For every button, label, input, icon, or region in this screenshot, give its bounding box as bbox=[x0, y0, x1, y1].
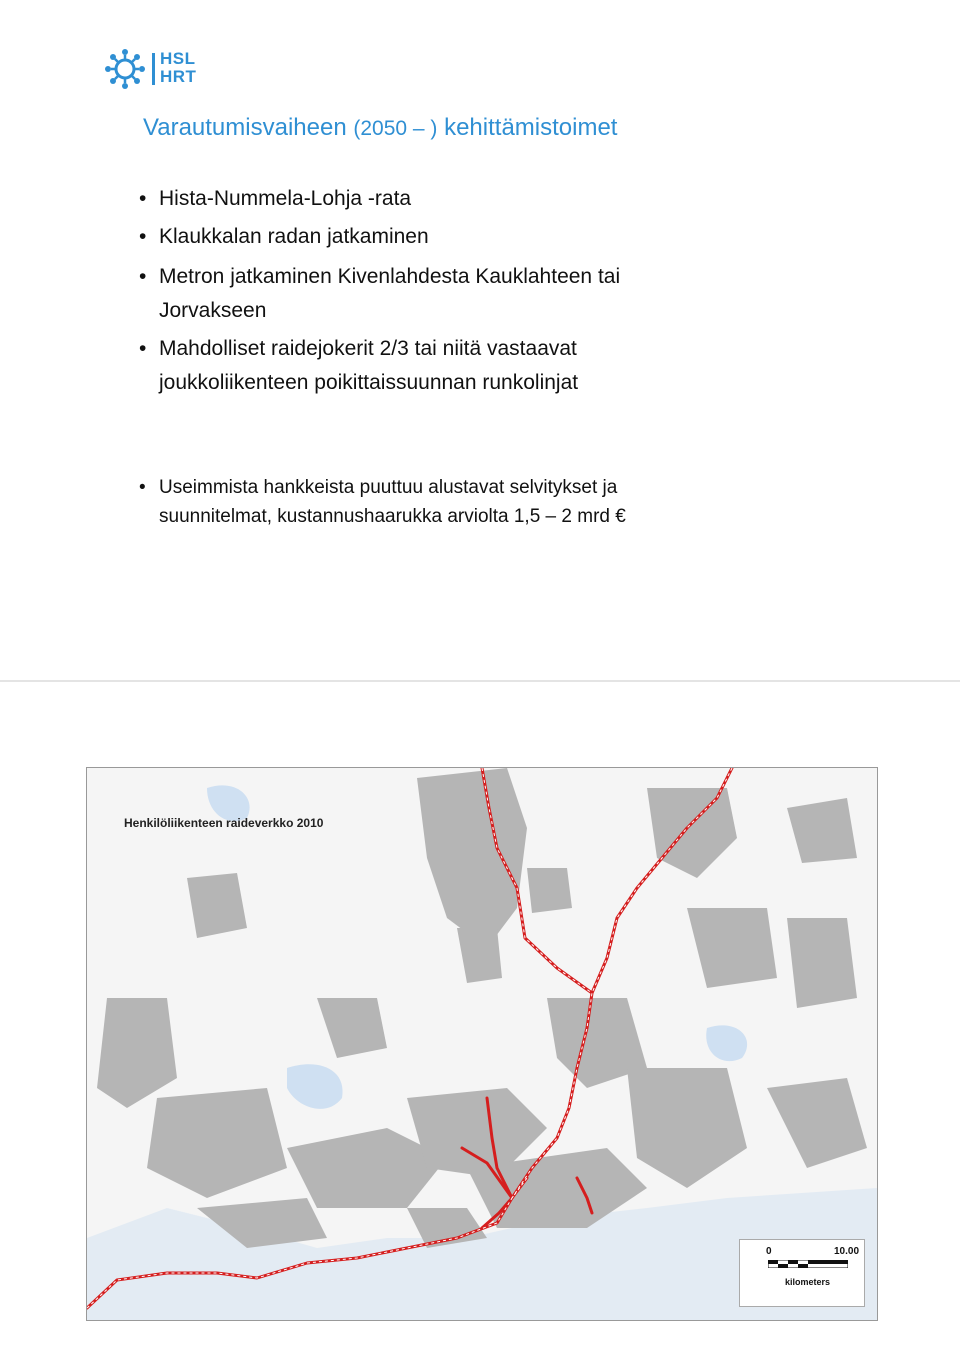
map-canvas bbox=[87, 768, 877, 1320]
scale-ruler-icon bbox=[768, 1260, 848, 1268]
hsl-logo bbox=[104, 48, 204, 94]
logo-divider bbox=[152, 53, 155, 85]
bullet-dot: • bbox=[139, 337, 147, 360]
title-rest: kehittämistoimet bbox=[444, 114, 618, 141]
slide-2 bbox=[0, 683, 960, 1367]
title-main: Varautumisvaiheen bbox=[143, 114, 347, 141]
note-text: Useimmista hankkeista puuttuu alustavat selvitykset ja bbox=[159, 477, 618, 498]
logo-line-1: HSL bbox=[160, 49, 196, 68]
bullet-dot: • bbox=[139, 225, 147, 248]
hsl-sun-icon bbox=[104, 48, 146, 90]
bullet-text: Klaukkalan radan jatkaminen bbox=[159, 225, 429, 248]
scale-unit-label: kilometers bbox=[785, 1277, 831, 1287]
bullet-text: Mahdolliset raidejokerit 2/3 tai niitä vastaavat bbox=[159, 337, 577, 360]
urban-areas bbox=[97, 768, 867, 1248]
bullet-text: Hista-Nummela-Lohja -rata bbox=[159, 187, 412, 210]
bullet-text: Metron jatkaminen Kivenlahdesta Kauklahteen tai bbox=[159, 265, 621, 288]
scale-max-label: 10.00 bbox=[834, 1246, 860, 1257]
title-period: (2050 – ) bbox=[353, 117, 438, 140]
logo-wordmark bbox=[160, 50, 196, 86]
bullet-dot: • bbox=[139, 265, 147, 288]
scale-zero-label: 0 bbox=[766, 1246, 772, 1257]
bullet-text-continued: Jorvakseen bbox=[159, 299, 267, 322]
map-title: Henkilöliikenteen raideverkko 2010 bbox=[124, 816, 324, 830]
note-text-continued: suunnitelmat, kustannushaarukka arviolta 1,5 – 2 mrd € bbox=[159, 506, 626, 527]
bullet-dot: • bbox=[139, 477, 146, 498]
logo-line-2: HRT bbox=[160, 67, 197, 86]
scale-bar bbox=[739, 1239, 865, 1307]
slide-1 bbox=[0, 0, 960, 680]
slide-title bbox=[143, 114, 617, 142]
bullet-text-continued: joukkoliikenteen poikittaissuunnan runkolinjat bbox=[159, 371, 579, 394]
slide-separator bbox=[0, 680, 960, 682]
bullet-dot: • bbox=[139, 187, 147, 210]
rail-network-map bbox=[86, 767, 878, 1321]
